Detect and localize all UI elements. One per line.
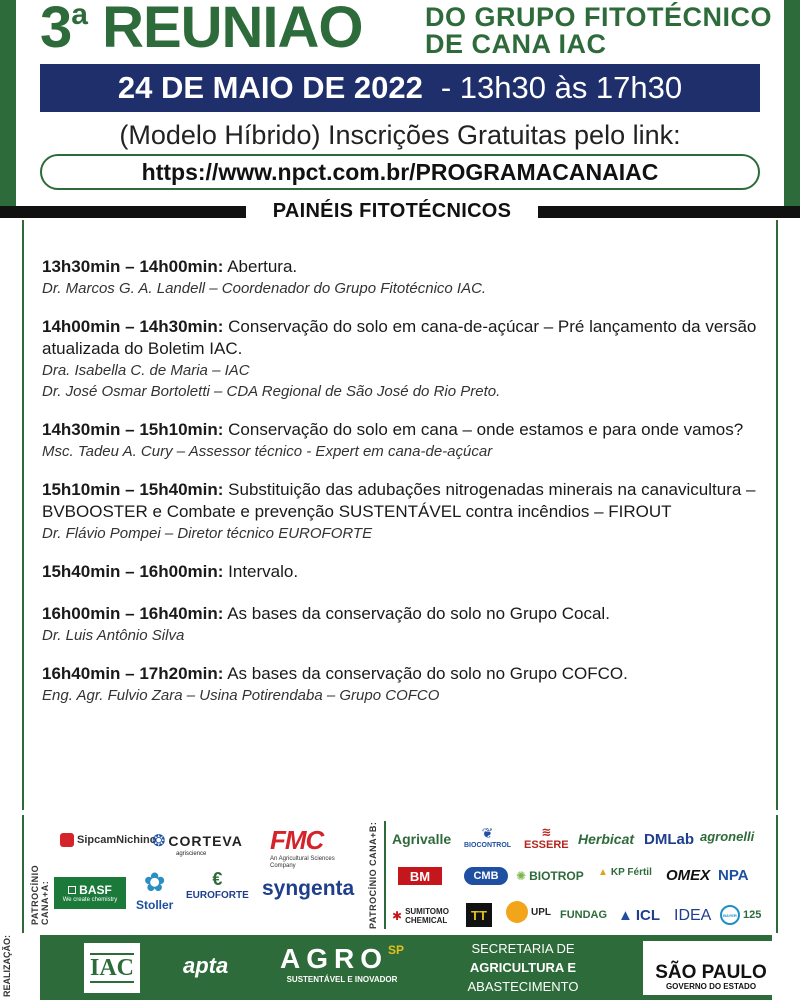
euroforte-name: EUROFORTE [186, 890, 249, 901]
schedule-item [42, 479, 762, 544]
sponsor-label-b: PATROCÍNIO CANA+B: [368, 821, 378, 929]
corteva-name: CORTEVA [168, 833, 243, 849]
item-topic: Conservação do solo em cana-de-açúcar – Pré lançamento da versão atualizada do Boletim IAC. [42, 317, 757, 358]
corteva-sub: agriscience [176, 851, 207, 857]
content-frame-right [776, 220, 778, 810]
logo-agronelli [700, 829, 754, 844]
biotrop-name: BIOTROP [529, 869, 584, 883]
agro-name: AGRO [280, 943, 388, 974]
logo-kpfertil [598, 867, 652, 878]
item-topic: Conservação do solo em cana – onde estamos e para onde vamos? [223, 420, 744, 439]
registration-text: (Modelo Híbrido) Inscrições Gratuitas pelo link: [119, 120, 681, 150]
group-line-1: DO GRUPO FITOTÉCNICO [425, 2, 773, 32]
item-title [42, 603, 762, 625]
dmlab-name: DMLab [644, 831, 694, 848]
logo-euroforte [186, 869, 249, 901]
sumitomo-name: SUMITOMO CHEMICAL [405, 907, 449, 925]
item-time: 16h00min – 16h40min: [42, 604, 224, 623]
kpfertil-icon: ▲ [598, 867, 608, 878]
logo-bayer [720, 905, 761, 925]
bayer-125: 125 [743, 909, 762, 921]
stoller-icon: ✿ [143, 867, 166, 897]
item-title [42, 419, 762, 441]
logo-biotrop [516, 869, 584, 883]
section-line-right [538, 206, 800, 218]
basf-icon [68, 886, 76, 894]
item-time: 14h00min – 14h30min: [42, 317, 224, 336]
logo-dmlab [644, 831, 694, 848]
npa-name: NPA [718, 867, 749, 884]
item-speaker: Dr. Luis Antônio Silva [42, 627, 185, 644]
essere-name: ESSERE [524, 839, 569, 851]
sipcam-name: SipcamNichino [77, 834, 157, 846]
sponsor-label-a: PATROCÍNIO CANA+A: [30, 864, 50, 925]
iac-logo [84, 943, 140, 993]
idea-name: IDEA [674, 907, 712, 924]
logo-tt [466, 903, 492, 927]
logo-fmc [270, 825, 340, 870]
logo-icl [618, 907, 660, 924]
item-title [42, 479, 762, 523]
biocontrol-name: BIOCONTROL [464, 842, 512, 849]
logo-corteva [152, 831, 243, 857]
edition-title [40, 0, 363, 61]
item-time: 15h40min – 16h00min: [42, 562, 224, 581]
schedule-item [42, 419, 762, 462]
item-speaker: Eng. Agr. Fulvio Zara – Usina Potirendaba – Grupo COFCO [42, 687, 440, 704]
agrivalle-name: Agrivalle [392, 831, 452, 847]
item-title [42, 316, 762, 360]
item-title [42, 663, 762, 685]
item-topic: Abertura. [223, 257, 298, 276]
event-date: 24 DE MAIO DE 2022 [117, 70, 423, 105]
stoller-name: Stoller [136, 898, 174, 912]
logo-idea [674, 907, 711, 925]
bm-name: BM [409, 868, 431, 884]
section-line-left [0, 206, 246, 218]
omex-name: OMEX [666, 867, 711, 884]
item-speaker: Dr. Flávio Pompei – Diretor técnico EUROFORTE [42, 525, 373, 542]
euroforte-icon: € [212, 869, 223, 889]
date-bar [40, 64, 760, 112]
basf-name: BASF [79, 883, 112, 897]
upl-icon [506, 901, 528, 923]
sao-paulo-logo [643, 941, 779, 995]
logo-sumitomo [392, 907, 454, 925]
item-time: 15h10min – 15h40min: [42, 480, 224, 499]
basf-sub: We create chemistry [62, 897, 118, 903]
item-time: 13h30min – 14h00min: [42, 257, 224, 276]
icl-icon: ▲ [618, 907, 633, 924]
item-title [42, 561, 762, 583]
logo-bm [398, 867, 442, 885]
corteva-row [152, 831, 243, 851]
schedule-item [42, 663, 762, 706]
schedule-list [42, 256, 762, 723]
logo-omex [666, 867, 710, 884]
corteva-icon: ❂ [152, 833, 166, 850]
header [40, 0, 780, 60]
schedule-item [42, 256, 762, 299]
group-name [425, 4, 785, 58]
fmc-name: FMC [270, 825, 324, 855]
sponsors-section [0, 815, 800, 933]
secretaria-text [438, 939, 608, 996]
schedule-item [42, 561, 762, 583]
fundag-name: FUNDAG [560, 909, 608, 921]
biocontrol-icon: ❦ [481, 825, 494, 841]
tt-name: TT [471, 907, 487, 923]
sponsor-frame-left [22, 815, 24, 933]
item-speaker: Dr. Marcos G. A. Landell – Coordenador do Grupo Fitotécnico IAC. [42, 280, 487, 297]
sipcam-icon [60, 833, 74, 847]
group-line-2: DE CANA IAC [425, 29, 607, 59]
footer-label: REALIZAÇÃO: [2, 935, 12, 997]
apta-logo: apta [183, 953, 229, 978]
registration-link[interactable]: https://www.npct.com.br/PROGRAMACANAIAC [40, 154, 760, 190]
footer-bar [40, 935, 772, 1000]
logo-cmb [464, 867, 508, 885]
item-topic: As bases da conservação do solo no Grupo COFCO. [223, 664, 628, 683]
bayer-icon: BAYER [720, 905, 740, 925]
item-topic: Substituição das adubações nitrogenadas minerais na canavicultura – BVBOOSTER e Combate e prevenção SUSTENTÁVEL contra incêndios – FIROUT [42, 480, 756, 521]
item-time: 16h40min – 17h20min: [42, 664, 224, 683]
cmb-name: CMB [473, 870, 499, 882]
item-time: 14h30min – 15h10min: [42, 420, 224, 439]
edition-number: 3 [40, 0, 72, 60]
icl-name: ICL [635, 907, 661, 924]
basf-row [68, 883, 112, 897]
event-time: - 13h30 às 17h30 [440, 70, 683, 105]
logo-fundag [560, 909, 607, 921]
item-topic: As bases da conservação do solo no Grupo Cocal. [223, 604, 610, 623]
schedule-item [42, 603, 762, 646]
logo-upl [506, 901, 551, 923]
section-title: PAINÉIS FITOTÉCNICOS [272, 200, 512, 222]
logo-syngenta [262, 877, 354, 901]
essere-icon: ≋ [541, 825, 552, 839]
frame-left [0, 0, 16, 210]
item-title [42, 256, 762, 278]
secretaria-line-1: SECRETARIA DE [471, 941, 575, 956]
herbicat-name: Herbicat [578, 831, 635, 847]
sponsor-divider [384, 821, 386, 929]
edition-suffix: a [71, 0, 87, 31]
biotrop-icon: ✺ [516, 869, 527, 883]
logo-essere [524, 825, 569, 851]
agro-sp: SP [388, 943, 405, 957]
iac-name: IAC [89, 955, 134, 981]
logo-biocontrol [464, 825, 511, 849]
sp-name: SÃO PAULO [655, 962, 767, 983]
kpfertil-name: KP Fértil [610, 867, 652, 878]
agro-logo [280, 943, 404, 984]
secretaria-line-3: ABASTECIMENTO [467, 979, 579, 994]
agro-word [280, 943, 404, 975]
item-speaker: Dr. José Osmar Bortoletti – CDA Regional de São José do Rio Preto. [42, 383, 501, 400]
logo-basf [54, 877, 126, 909]
frame-right [784, 0, 800, 210]
upl-name: UPL [531, 906, 551, 918]
logo-agrivalle [392, 831, 451, 847]
sumitomo-icon: ✱ [392, 908, 403, 923]
agronelli-name: agronelli [700, 829, 755, 844]
item-speaker: Dra. Isabella C. de Maria – IAC [42, 362, 250, 379]
fmc-sub: An Agricultural Sciences Company [270, 856, 335, 869]
edition-word: REUNIAO [102, 0, 363, 60]
secretaria-line-2: AGRICULTURA E [469, 960, 577, 975]
logo-herbicat [578, 831, 634, 847]
content-frame-left [22, 220, 24, 810]
item-topic: Intervalo. [223, 562, 299, 581]
item-speaker: Msc. Tadeu A. Cury – Assessor técnico - Expert em cana-de-açúcar [42, 443, 493, 460]
logo-npa [718, 867, 749, 884]
sp-gov: GOVERNO DO ESTADO [665, 982, 757, 991]
sponsor-frame-right [776, 815, 778, 933]
syngenta-name: syngenta [262, 877, 355, 900]
footer [0, 933, 800, 1000]
logo-stoller [136, 867, 173, 912]
schedule-item [42, 316, 762, 402]
logo-sipcam [60, 833, 156, 847]
agro-sub: SUSTENTÁVEL E INOVADOR [286, 975, 398, 984]
